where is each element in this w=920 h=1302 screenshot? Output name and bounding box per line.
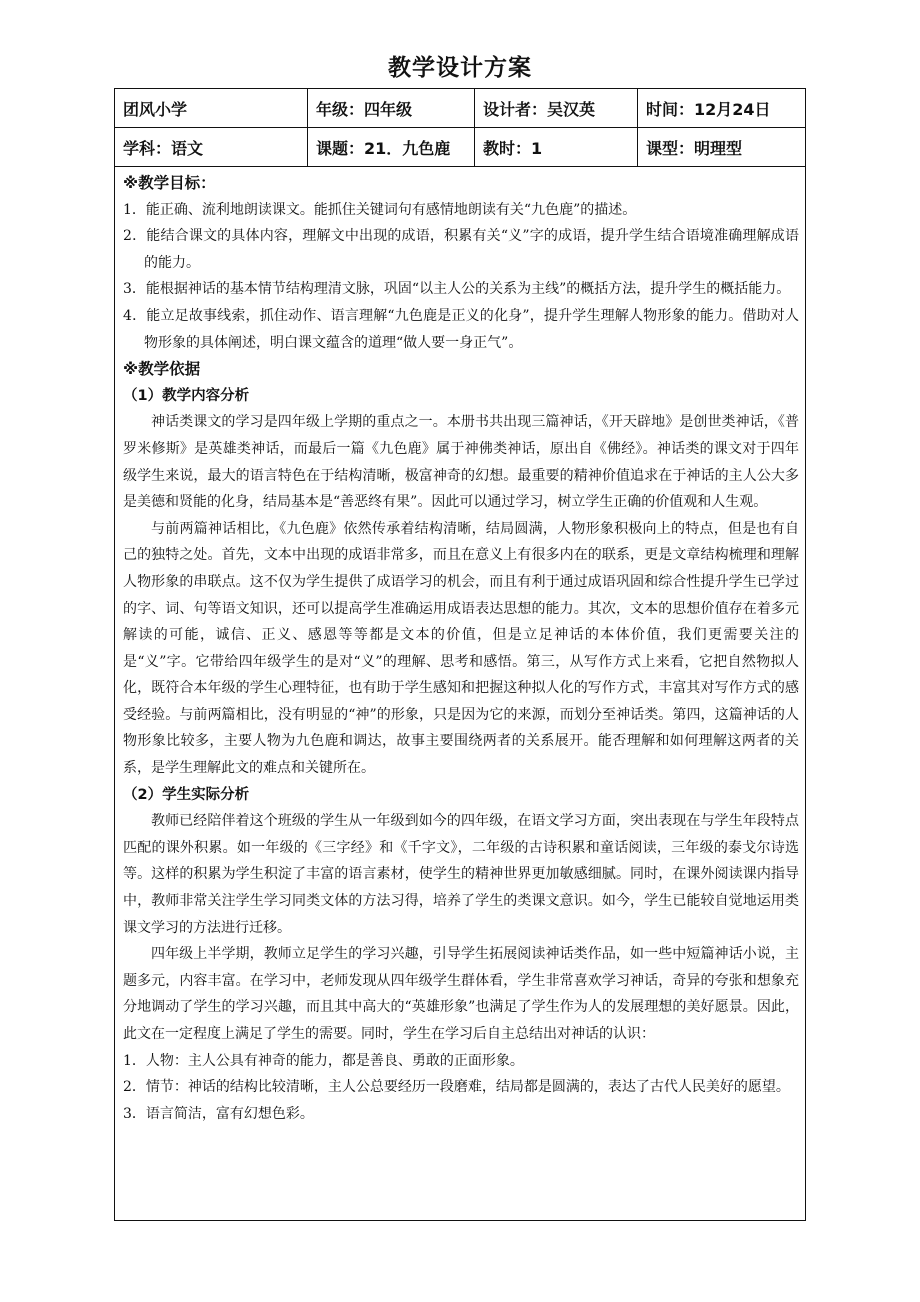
grade-cell: 年级：四年级 [308, 89, 475, 127]
goal-item: 4．能立足故事线索，抓住动作、语言理解“九色鹿是正义的化身”，提升学生理解人物形象的能力。借助对人物形象的具体阐述，明白课文蕴含的道理“做人要一身正气”。 [123, 307, 799, 351]
lesson-type-cell: 课型：明理型 [646, 138, 743, 158]
page-title: 教学设计方案 [388, 55, 532, 81]
content-paragraph: 神话类课文的学习是四年级上学期的重点之一。本册书共出现三篇神话，《开天辟地》是创世类神话，《普罗米修斯》是英雄类神话，而最后一篇《九色鹿》属于神佛类神话，原出自《佛经》。神话类的课文对于四年级学生来说，最大的语言特色在于结构清晰，极富神奇的幻想。最重要的精神价值追求在于神话的主人公大多是美德和贤能的化身，结局基本是“善恶终有果”。因此可以通过学习，树立学生正确的价值观和人生观。 [123, 414, 799, 511]
content-analysis-title: （1）教学内容分析 [123, 387, 250, 404]
school-cell: 团风小学 [115, 89, 308, 127]
designer-cell: 设计者：吴汉英 [475, 89, 638, 127]
goal-item: 1．能正确、流利地朗读课文。能抓住关键词句有感情地朗读有关“九色鹿”的描述。 [123, 201, 637, 218]
student-list-item: 1．人物：主人公具有神奇的能力，都是善良、勇敢的正面形象。 [123, 1052, 524, 1069]
student-list-item: 2．情节：神话的结构比较清晰，主人公总要经历一段磨难，结局都是圆满的，表达了古代人民美好的愿望。 [123, 1079, 790, 1096]
student-list-item: 3．语言简洁，富有幻想色彩。 [123, 1105, 314, 1122]
lesson-plan-table [114, 88, 806, 1221]
basis-heading: ※教学依据 [123, 360, 201, 379]
goals-heading: ※教学目标： [123, 174, 216, 192]
student-analysis-title: （2）学生实际分析 [123, 786, 250, 803]
topic-cell: 课题：21．九色鹿 [308, 128, 475, 166]
date-cell: 时间：12月24日 [646, 99, 771, 119]
header-row-1 [115, 89, 805, 128]
header-row-2 [115, 128, 805, 167]
student-paragraph: 教师已经陪伴着这个班级的学生从一年级到如今的四年级，在语文学习方面，突出表现在与学生年段特点匹配的课外积累。如一年级的《三字经》和《千字文》，二年级的古诗积累和童话阅读，三年级的泰戈尔诗选等。这样的积累为学生积淀了丰富的语言素材，使学生的精神世界更加敏感细腻。同时，在课外阅读课内指导中，教师非常关注学生学习同类文体的方法习得，培养了学生的类课文意识。如今，学生已能较自觉地运用类课文学习的方法进行迁移。 [123, 813, 799, 936]
periods-cell: 教时：1 [475, 128, 638, 166]
goal-item: 3．能根据神话的基本情节结构理清文脉，巩固“以主人公的关系为主线”的概括方法，提升学生的概括能力。 [123, 281, 791, 298]
subject-cell: 学科：语文 [115, 128, 308, 166]
content-cell [115, 167, 805, 1220]
goal-item: 2．能结合课文的具体内容，理解文中出现的成语，积累有关“义”字的成语，提升学生结合语境准确理解成语的能力。 [123, 228, 799, 271]
student-paragraph: 四年级上半学期，教师立足学生的学习兴趣，引导学生拓展阅读神话类作品，如一些中短篇神话小说，主题多元，内容丰富。在学习中，老师发现从四年级学生群体看，学生非常喜欢学习神话，奇异的夸张和想象充分地调动了学生的学习兴趣，而且其中高大的“英雄形象”也满足了学生作为人的发展理想的美好愿景。因此，此文在一定程度上满足了学生的需要。同时，学生在学习后自主总结出对神话的认识： [123, 946, 799, 1042]
content-paragraph: 与前两篇神话相比，《九色鹿》依然传承着结构清晰，结局圆满，人物形象积极向上的特点，但是也有自己的独特之处。首先，文本中出现的成语非常多，而且在意义上有很多内在的联系，更是文章结构梳理和理解人物形象的串联点。这不仅为学生提供了成语学习的机会，而且有利于通过成语巩固和综合性提升学生已学过的字、词、句等语文知识，还可以提高学生准确运用成语表达思想的能力。其次，文本的思想价值存在着多元解读的可能，诚信、正义、感恩等等都是文本的价值，但是立足神话的本体价值，我们更需要关注的是“义”字。它带给四年级学生的是对“义”的理解、思考和感悟。第三，从写作方式上来看，它把自然物拟人化，既符合本年级的学生心理特征，也有助于学生感知和把握这种拟人化的写作方式，丰富其对写作方式的感受经验。与前两篇相比，没有明显的“神”的形象，只是因为它的来源，而划分至神话类。第四，这篇神话的人物形象比较多，主要人物为九色鹿和调达，故事主要围绕两者的关系展开。能否理解和如何理解这两者的关系，是学生理解此文的难点和关键所在。 [123, 520, 799, 777]
